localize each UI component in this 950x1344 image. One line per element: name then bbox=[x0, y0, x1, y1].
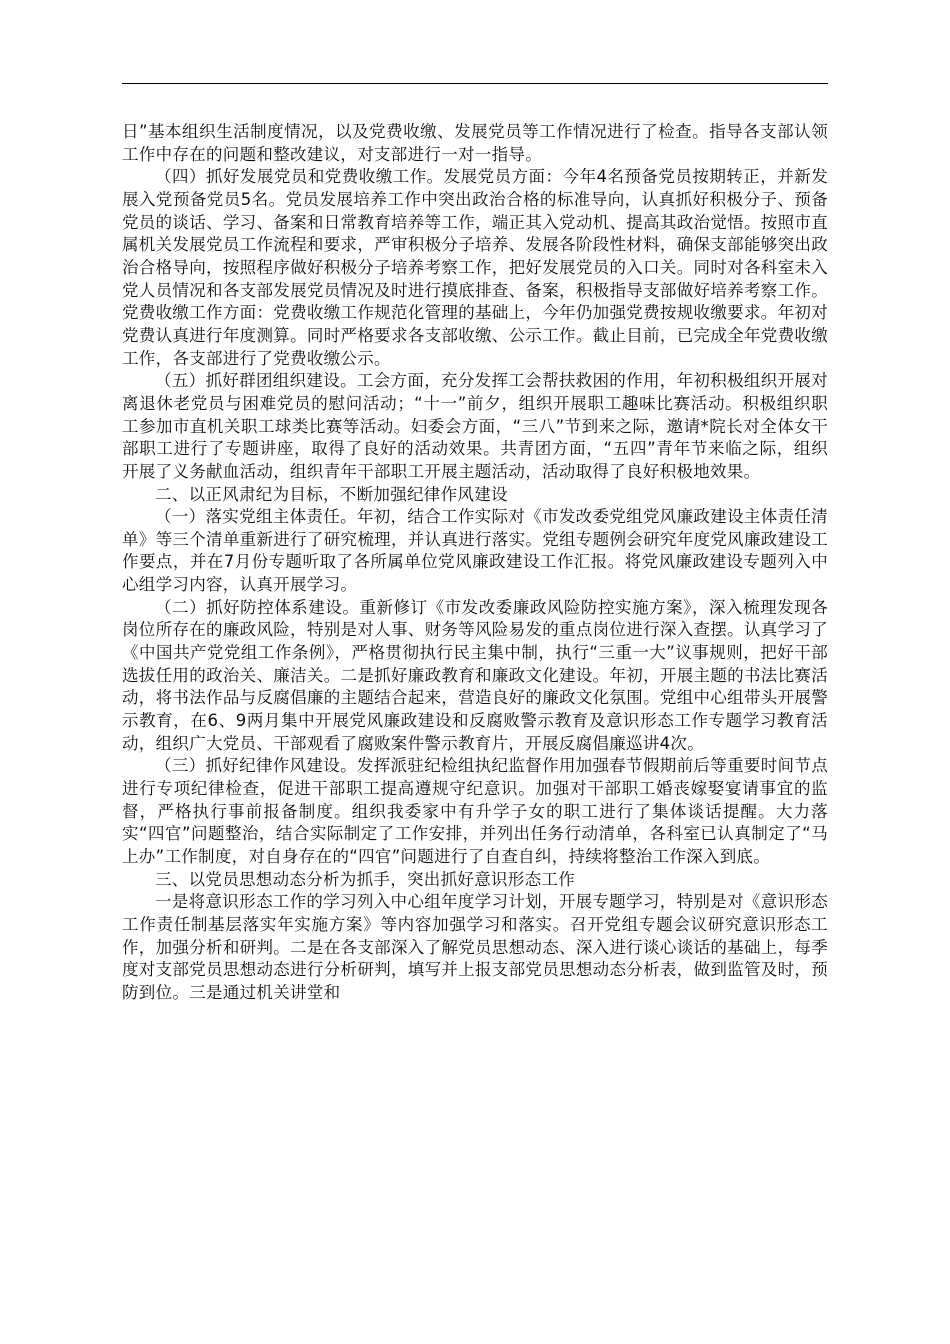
paragraph-mass-organizations: （五）抓好群团组织建设。工会方面，充分发挥工会帮扶救困的作用，年初积极组织开展对离退休老党员与困难党员的慰问活动；“十一”前夕，组织开展职工趣味比赛活动。积极组织职工参加市直机关职工球类比赛等活动。妇委会方面，“三八”节到来之际，邀请*院长对全体女干部职工进行了专题讲座，取得了良好的活动效果。共青团方面，“五四”青年节来临之际，组织开展了义务献血活动，组织青年干部职工开展主题活动，活动取得了良好积极地效果。 bbox=[122, 371, 828, 481]
section-heading-ideology: 三、以党员思想动态分析为抓手，突出抓好意识形态工作 bbox=[155, 869, 575, 889]
section-heading-discipline: 二、以正风肃纪为目标，不断加强纪律作风建设 bbox=[155, 484, 508, 504]
document-body bbox=[122, 121, 828, 1005]
header-rule bbox=[122, 83, 828, 84]
paragraph-prevention-system: （二）抓好防控体系建设。重新修订《市发改委廉政风险防控实施方案》，深入梳理发现各岗位所存在的廉政风险，特别是对人事、财务等风险易发的重点岗位进行深入查摆。认真学习了《中国共产党党组工作条例》，严格贯彻执行民主集中制，执行“三重一大”议事规则，把好干部选拔任用的政治关、廉洁关。二是抓好廉政教育和廉政文化建设。年初，开展主题的书法比赛活动，将书法作品与反腐倡廉的主题结合起来，营造良好的廉政文化氛围。党组中心组带头开展警示教育，在6、9两月集中开展党风廉政建设和反腐败警示教育及意识形态工作专题学习教育活动，组织广大党员、干部观看了腐败案件警示教育片，开展反腐倡廉巡讲4次。 bbox=[122, 597, 828, 753]
paragraph-party-development: （四）抓好发展党员和党费收缴工作。发展党员方面：今年4名预备党员按期转正，并新发展入党预备党员5名。党员发展培养工作中突出政治合格的标准导向，认真抓好积极分子、预备党员的谈话、学习、备案和日常教育培养等工作，端正其入党动机、提高其政治觉悟。按照市直属机关发展党员工作流程和要求，严审积极分子培养、发展各阶段性材料，确保支部能够突出政治合格导向，按照程序做好积极分子培养考察工作，把好发展党员的入口关。同时对各科室未入党人员情况和各支部发展党员情况及时进行摸底排查、备案，积极指导支部做好培养考察工作。党费收缴工作方面：党费收缴工作规范化管理的基础上，今年仍加强党费按规收缴要求。年初对党费认真进行年度测算。同时严格要求各支部收缴、公示工作。截止目前，已完成全年党费收缴工作，各支部进行了党费收缴公示。 bbox=[122, 167, 828, 368]
paragraph-continuation: 日”基本组织生活制度情况，以及党费收缴、发展党员等工作情况进行了检查。指导各支部认领工作中存在的问题和整改建议，对支部进行一对一指导。 bbox=[122, 122, 828, 164]
paragraph-ideology-work: 一是将意识形态工作的学习列入中心组年度学习计划，开展专题学习，特别是对《意识形态工作责任制基层落实年实施方案》等内容加强学习和落实。召开党组专题会议研究意识形态工作，加强分析和研判。二是在各支部深入了解党员思想动态、深入进行谈心谈话的基础上，每季度对支部党员思想动态进行分析研判，填写并上报支部党员思想动态分析表，做到监管及时，预防到位。三是通过机关讲堂和 bbox=[122, 892, 828, 1002]
paragraph-party-responsibility: （一）落实党组主体责任。年初，结合工作实际对《市发改委党组党风廉政建设主体责任清单》等三个清单重新进行了研究梳理，并认真进行落实。党组专题例会研究年度党风廉政建设工作要点，并在7月份专题听取了各所属单位党风廉政建设工作汇报。将党风廉政建设专题列入中心组学习内容，认真开展学习。 bbox=[122, 507, 828, 595]
paragraph-discipline-style: （三）抓好纪律作风建设。发挥派驻纪检组执纪监督作用加强春节假期前后等重要时间节点进行专项纪律检查，促进干部职工提高遵规守纪意识。加强对干部职工婚丧嫁娶宴请事宜的监督，严格执行事前报备制度。组织我委家中有升学子女的职工进行了集体谈话提醒。大力落实“四官”问题整治，结合实际制定了工作安排，并列出任务行动清单，各科室已认真制定了“马上办”工作制度，对自身存在的“四官”问题进行了自查自纠，持续将整治工作深入到底。 bbox=[122, 756, 828, 866]
